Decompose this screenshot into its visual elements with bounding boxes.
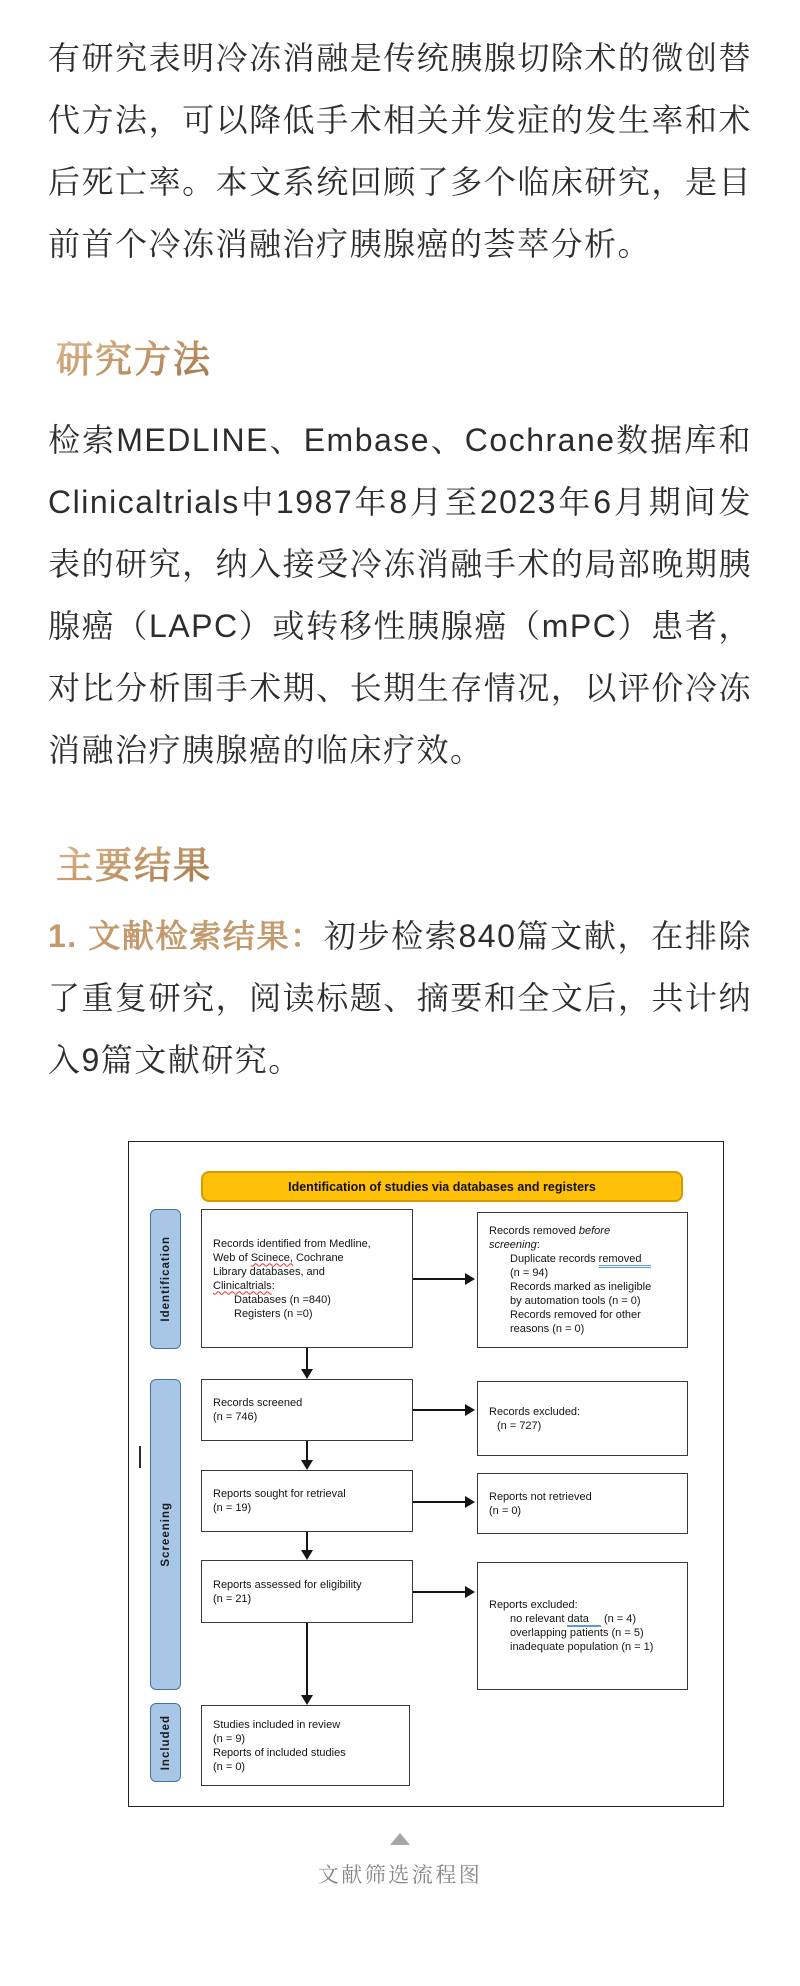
flowchart-banner: Identification of studies via databases and registers [201, 1171, 683, 1202]
arrow-screened-to-excluded [413, 1409, 466, 1411]
flow-line: Registers (n =0) [234, 1307, 313, 1320]
italic-word: before [578, 1225, 611, 1237]
flow-text: Records removed [489, 1225, 579, 1237]
flow-line: Studies included in review [213, 1718, 341, 1731]
flow-text: Duplicate records [510, 1253, 599, 1265]
flow-line [489, 1238, 681, 1252]
flow-line [489, 1252, 681, 1266]
stage-label-screening [150, 1379, 181, 1690]
flow-text: : [536, 1239, 540, 1251]
linked-word: data [567, 1613, 600, 1627]
flow-line: Records excluded: [489, 1405, 581, 1418]
linked-word: removed [599, 1253, 652, 1268]
flow-line: Reports sought for retrieval [213, 1488, 346, 1500]
flow-line: Reports excluded: [489, 1599, 578, 1611]
flow-text: (n = 4) [600, 1613, 637, 1625]
flow-line: Records identified from Medline, [213, 1237, 371, 1250]
box-reports-excluded [477, 1562, 688, 1690]
flow-text: Web of [213, 1251, 251, 1264]
flow-line [489, 1224, 681, 1238]
prisma-flowchart [128, 1141, 724, 1807]
box-records-excluded [477, 1381, 688, 1456]
flow-line: Databases (n =840) [234, 1293, 331, 1306]
flow-text: no relevant [510, 1613, 568, 1625]
box-reports-assessed [201, 1560, 413, 1623]
flow-line [489, 1612, 681, 1626]
flow-line [213, 1279, 406, 1293]
arrow-identified-to-removed [413, 1278, 466, 1280]
stage-label-included-text: Included [159, 1714, 172, 1771]
arrow-assessed-to-reports-excluded [413, 1591, 466, 1593]
flow-line: (n = 0) [489, 1504, 522, 1517]
result-item-paragraph [48, 905, 752, 1091]
flow-line: reasons (n = 0) [510, 1323, 585, 1335]
arrow-sought-to-assessed [306, 1532, 308, 1551]
flow-line: (n = 21) [213, 1592, 252, 1605]
box-records-removed [477, 1212, 688, 1348]
intro-paragraph: 有研究表明冷冻消融是传统胰腺切除术的微创替代方法，可以降低手术相关并发症的发生率和术后死亡率。本文系统回顾了多个临床研究，是目前首个冷冻消融治疗胰腺癌的荟萃分析。 [48, 40, 752, 262]
flow-line: overlapping patients (n = 5) [510, 1627, 644, 1639]
flow-line: Library databases, and [213, 1265, 325, 1278]
box-records-identified [201, 1209, 413, 1348]
flow-line: Reports not retrieved [489, 1490, 592, 1503]
arrow-screened-to-sought [306, 1441, 308, 1461]
collapse-triangle-icon [390, 1833, 410, 1845]
arrow-assessed-to-included [306, 1623, 308, 1696]
flow-line: Records screened [213, 1397, 303, 1409]
box-studies-included [201, 1705, 410, 1786]
result-item-text: 初步检索840篇文献，在排除了重复研究，阅读标题、摘要和全文后，共计纳入9篇文献研究。 [48, 918, 752, 1078]
flow-text: : [271, 1279, 275, 1292]
stage-label-identification-text: Identification [159, 1236, 172, 1322]
flow-line: Reports assessed for eligibility [213, 1578, 362, 1591]
flow-line: (n = 0) [213, 1760, 246, 1773]
flow-line: Reports of included studies [213, 1746, 346, 1759]
flow-line [213, 1251, 406, 1265]
flow-line: (n = 94) [510, 1267, 549, 1279]
figure-caption: 文献筛选流程图 [317, 1864, 483, 1887]
flow-line: (n = 746) [213, 1411, 258, 1423]
result-item-label: 1. 文献检索结果： [48, 918, 324, 954]
results-heading: 主要结果 [48, 843, 212, 891]
flow-line: inadequate population (n = 1) [510, 1641, 654, 1653]
flow-text: Cochrane [292, 1251, 344, 1264]
stray-tick-mark [139, 1446, 141, 1468]
arrow-sought-to-not-retrieved [413, 1501, 466, 1503]
box-reports-not-retrieved [477, 1473, 688, 1534]
flow-line: (n = 19) [213, 1502, 252, 1514]
italic-word: screening [489, 1239, 537, 1251]
methods-paragraph: 检索MEDLINE、Embase、Cochrane数据库和Clinicaltrials中1987年8月至2023年6月期间发表的研究，纳入接受冷冻消融手术的局部晚期胰腺癌（LAPC）或转移性胰腺癌（mPC）患者，对比分析围手术期、长期生存情况，以评价冷冻消融治疗胰腺癌的临床疗效。 [48, 422, 752, 768]
arrow-identified-to-screened [306, 1348, 308, 1370]
stage-label-screening-text: Screening [159, 1502, 172, 1567]
flow-line: (n = 727) [497, 1419, 542, 1432]
misspelled-word: Clinicaltrials [213, 1279, 272, 1292]
box-records-screened [201, 1379, 413, 1441]
stage-label-identification [150, 1209, 181, 1349]
box-reports-sought [201, 1470, 413, 1532]
methods-heading: 研究方法 [48, 337, 212, 385]
flow-line: Records marked as ineligible [510, 1281, 652, 1293]
flow-line: by automation tools (n = 0) [510, 1295, 641, 1307]
flow-line: (n = 9) [213, 1732, 246, 1745]
misspelled-word: Scinece, [250, 1251, 293, 1264]
stage-label-included [150, 1703, 181, 1782]
flow-line: Records removed for other [510, 1309, 641, 1321]
